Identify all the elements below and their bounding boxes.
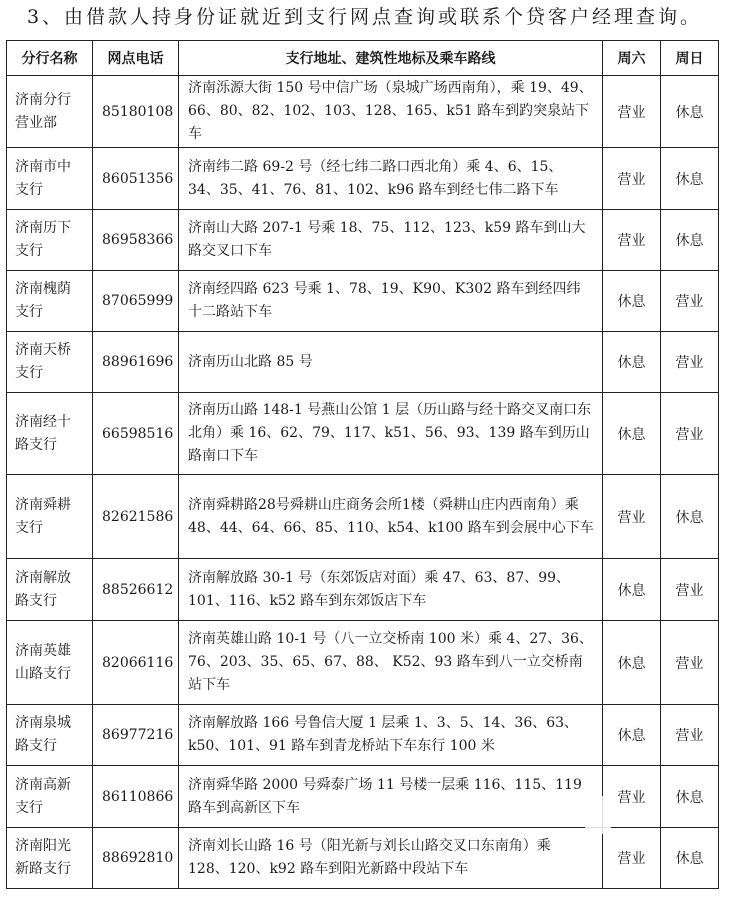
branch-name: 济南舜耕支行 xyxy=(15,496,71,536)
branch-phone: 82066116 xyxy=(102,654,174,671)
branch-name: 济南天桥支行 xyxy=(15,342,71,381)
branch-phone: 88526612 xyxy=(102,581,174,598)
saturday-status: 营业 xyxy=(617,789,646,806)
sunday-status: 营业 xyxy=(675,582,704,599)
saturday-status: 营业 xyxy=(617,171,646,188)
branch-phone: 66598516 xyxy=(102,425,174,442)
saturday-status: 营业 xyxy=(617,104,646,121)
branch-phone: 85180108 xyxy=(102,103,174,120)
branch-address: 济南历山北路 85 号 xyxy=(188,353,313,370)
saturday-status: 休息 xyxy=(617,294,646,310)
sunday-status: 休息 xyxy=(675,233,704,249)
table-row xyxy=(7,271,719,332)
saturday-status: 休息 xyxy=(617,655,646,672)
branch-address: 济南历山路 148-1 号燕山公馆 1 层（历山路与经十路交叉南口东北角）乘 16、62、79、117、k51、56、93、139 路车到历山路南口下车 xyxy=(188,402,592,464)
branch-address: 济南刘长山路 16 号（阳光新与刘长山路交叉口东南角）乘 128、120、k92 路车到阳光新路中段站下车 xyxy=(188,838,551,877)
watermark-smudge xyxy=(583,796,613,834)
table-row xyxy=(7,76,719,148)
saturday-status: 休息 xyxy=(617,728,646,744)
table-row xyxy=(7,621,719,705)
sunday-status: 休息 xyxy=(675,104,704,121)
branch-address: 济南解放路 30-1 号（东郊饭店对面）乘 47、63、87、99、101、116、k52 路车到东郊饭店下车 xyxy=(188,569,571,609)
branch-table xyxy=(6,40,719,889)
sunday-status: 营业 xyxy=(675,355,704,371)
branch-address: 济南解放路 166 号鲁信大厦 1 层乘 1、3、5、14、36、63、k50、101、91 路车到青龙桥站下车东行 100 米 xyxy=(188,715,579,754)
sunday-status: 休息 xyxy=(675,509,704,526)
branch-phone: 86958366 xyxy=(102,232,174,248)
table-row xyxy=(7,148,719,210)
branch-address: 济南舜华路 2000 号舜泰广场 11 号楼一层乘 116、115、119 路车到高新区下车 xyxy=(188,776,582,816)
table-row xyxy=(7,210,719,271)
branch-name: 济南槐荫支行 xyxy=(15,281,71,320)
branch-address: 济南舜耕路28号舜耕山庄商务会所1楼（舜耕山庄内西南角）乘 48、44、64、66、85、110、k54、k100 路车到会展中心下车 xyxy=(188,496,594,536)
column-header-saturday: 周六 xyxy=(603,41,661,76)
saturday-status: 休息 xyxy=(617,582,646,599)
branch-name: 济南泉城路支行 xyxy=(15,715,71,754)
column-header-branch: 分行名称 xyxy=(7,41,93,76)
branch-name: 济南经十路支行 xyxy=(15,413,71,453)
branch-name: 济南历下支行 xyxy=(15,220,71,259)
branch-phone: 88961696 xyxy=(102,354,174,370)
branch-phone: 82621586 xyxy=(102,508,174,525)
saturday-status: 营业 xyxy=(617,509,646,526)
branch-phone: 86977216 xyxy=(102,727,174,743)
table-row xyxy=(7,559,719,621)
branch-address: 济南经四路 623 号乘 1、78、19、K90、K302 路车到经四纬十二路站下车 xyxy=(188,281,581,320)
branch-name: 济南解放路支行 xyxy=(15,569,71,609)
branch-address: 济南英雄山路 10-1 号（八一立交桥南 100 米）乘 4、27、36、76、203、35、65、67、88、 K52、93 路车到八一立交桥南站下车 xyxy=(188,631,593,693)
sunday-status: 休息 xyxy=(675,171,704,188)
table-row xyxy=(7,475,719,559)
saturday-status: 休息 xyxy=(617,355,646,371)
branch-name: 济南分行营业部 xyxy=(15,91,71,131)
branch-phone: 87065999 xyxy=(102,293,174,309)
sunday-status: 休息 xyxy=(675,851,704,867)
sunday-status: 营业 xyxy=(675,426,704,443)
saturday-status: 营业 xyxy=(617,851,646,867)
page-heading: 3、由借款人持身份证就近到支行网点查询或联系个贷客户经理查询。 xyxy=(26,6,703,28)
table-header-row xyxy=(7,41,719,76)
branch-address: 济南纬二路 69-2 号（经七纬二路口西北角）乘 4、6、15、34、35、41、76、81、102、k96 路车到经七伟二路下车 xyxy=(188,158,563,198)
sunday-status: 营业 xyxy=(675,294,704,310)
sunday-status: 营业 xyxy=(675,728,704,744)
branch-name: 济南市中支行 xyxy=(15,158,71,198)
saturday-status: 休息 xyxy=(617,426,646,443)
table-row xyxy=(7,828,719,889)
column-header-phone: 网点电话 xyxy=(93,41,179,76)
branch-phone: 88692810 xyxy=(102,850,174,866)
table-row xyxy=(7,332,719,393)
saturday-status: 营业 xyxy=(617,233,646,249)
branch-phone: 86110866 xyxy=(102,788,174,805)
column-header-sunday: 周日 xyxy=(661,41,719,76)
branch-address: 济南山大路 207-1 号乘 18、75、112、123、k59 路车到山大路交叉口下车 xyxy=(188,220,586,259)
sunday-status: 休息 xyxy=(675,789,704,806)
table-row xyxy=(7,705,719,766)
sunday-status: 营业 xyxy=(675,655,704,672)
branch-name: 济南阳光新路支行 xyxy=(15,838,71,877)
branch-name: 济南英雄山路支行 xyxy=(15,642,71,682)
branch-name: 济南高新支行 xyxy=(15,776,71,816)
table-row xyxy=(7,393,719,475)
branch-phone: 86051356 xyxy=(102,170,174,187)
column-header-address: 支行地址、建筑性地标及乘车路线 xyxy=(179,41,603,76)
branch-address: 济南泺源大街 150 号中信广场（泉城广场西南角），乘 19、49、66、80、82、102、103、128、165、k51 路车到趵突泉站下车 xyxy=(188,80,593,142)
